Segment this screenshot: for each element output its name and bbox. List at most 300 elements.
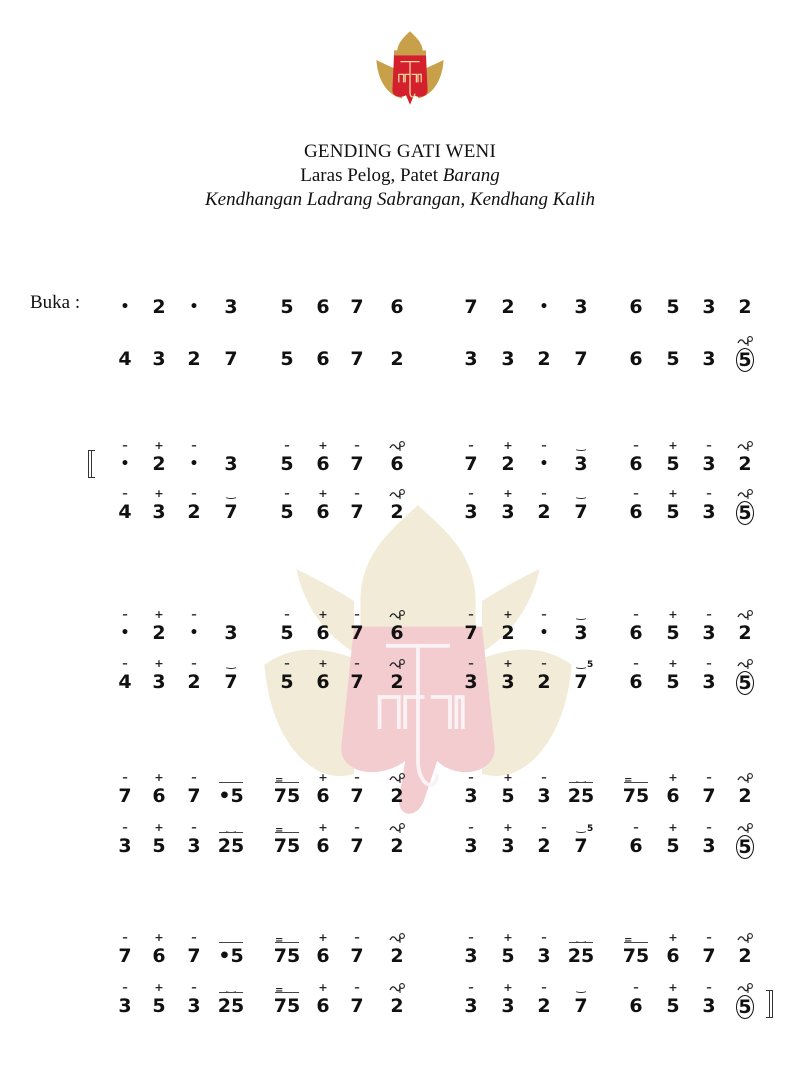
note-digit: 3 <box>702 453 716 475</box>
note-digit: 2 <box>390 995 404 1017</box>
note-mark: – <box>541 821 547 834</box>
note-mark <box>139 335 179 349</box>
note-mark: – <box>706 439 712 452</box>
note-cell <box>488 982 528 1018</box>
note-mark: ‿ <box>576 608 586 621</box>
note-digit: 3 <box>464 501 478 523</box>
note-digit: • <box>539 456 549 472</box>
note-digit: 7 <box>702 785 716 807</box>
note-cell <box>488 609 528 645</box>
note-digit: 3 <box>702 296 716 318</box>
gong-mark-icon <box>736 609 754 621</box>
note-digit: 2 <box>390 348 404 370</box>
note-digit: 5 <box>280 348 294 370</box>
notation-line <box>0 932 800 968</box>
note-mark: – <box>633 981 639 994</box>
note-cell <box>337 488 377 524</box>
note-digit: 3 <box>464 945 478 967</box>
gong-mark-icon <box>388 822 406 834</box>
note-cell <box>616 440 656 476</box>
note-mark: + <box>318 821 328 834</box>
kendhangan-subtitle: Kendhangan Ladrang Sabrangan, Kendhang Kalih <box>204 189 596 210</box>
note-mark <box>451 283 491 297</box>
note-mark <box>377 658 417 672</box>
note-mark: – <box>706 608 712 621</box>
note-mark <box>725 488 765 502</box>
note-digit: 2 <box>390 945 404 967</box>
note-cell <box>488 488 528 524</box>
note-digit: 5 <box>152 835 166 857</box>
gong-note: 5 <box>725 835 765 859</box>
note-mark: – <box>706 931 712 944</box>
note-digit: 7 <box>464 622 478 644</box>
note-cell <box>267 609 307 645</box>
note-digit: 7 <box>224 348 238 370</box>
note-mark: + <box>318 981 328 994</box>
note-cell <box>377 982 417 1018</box>
note-digit: 5 <box>666 671 680 693</box>
note-digit: 6 <box>152 945 166 967</box>
note-mark: – <box>354 608 360 621</box>
note-cell <box>139 283 179 319</box>
note-cell <box>174 283 214 319</box>
note-mark: – <box>468 487 474 500</box>
note-mark: = <box>616 772 656 786</box>
emblem-icon <box>368 28 452 108</box>
note-mark: – <box>354 487 360 500</box>
note-mark: – <box>468 821 474 834</box>
note-digit: 5 <box>280 501 294 523</box>
note-cell <box>174 609 214 645</box>
note-cell <box>174 440 214 476</box>
keraton-emblem-logo <box>368 28 452 108</box>
note-cell <box>653 440 693 476</box>
note-mark: – <box>541 487 547 500</box>
note-cell <box>524 283 564 319</box>
note-cell <box>451 932 491 968</box>
note-mark: – <box>541 657 547 670</box>
note-cell <box>524 488 564 524</box>
note-cell <box>616 335 656 371</box>
note-cell <box>689 982 729 1018</box>
note-mark <box>377 822 417 836</box>
note-cell <box>653 932 693 968</box>
note-digit: 6 <box>316 622 330 644</box>
note-mark <box>524 283 564 297</box>
note-digit: 3 <box>537 945 551 967</box>
note-digit: 7 <box>224 671 238 693</box>
note-cell <box>451 440 491 476</box>
note-digit: 6 <box>629 453 643 475</box>
note-digit: 6 <box>629 501 643 523</box>
note-digit: • <box>120 299 130 315</box>
note-mark: – <box>468 931 474 944</box>
note-cell <box>139 488 179 524</box>
note-cell <box>689 440 729 476</box>
note-digit: 6 <box>316 785 330 807</box>
note-digit: 2 <box>738 785 752 807</box>
note-mark: + <box>154 981 164 994</box>
note-mark: – <box>284 487 290 500</box>
note-cell <box>211 932 251 968</box>
note-mark: + <box>668 821 678 834</box>
note-mark: – <box>541 608 547 621</box>
note-mark: = <box>616 932 656 946</box>
note-cell <box>337 822 377 858</box>
note-digit: 7 <box>350 296 364 318</box>
note-cell <box>211 822 251 858</box>
note-mark <box>377 283 417 297</box>
note-digit: 5 <box>501 785 515 807</box>
note-mark <box>689 283 729 297</box>
note-cell <box>725 772 765 808</box>
note-mark: – <box>122 931 128 944</box>
note-digit: 25 <box>567 785 595 807</box>
note-mark: + <box>154 931 164 944</box>
note-digit: 7 <box>464 453 478 475</box>
note-cell <box>488 283 528 319</box>
note-mark <box>337 335 377 349</box>
note-mark: – <box>122 487 128 500</box>
note-mark <box>653 283 693 297</box>
note-cell <box>524 822 564 858</box>
note-mark: – <box>354 771 360 784</box>
note-cell <box>725 335 765 371</box>
note-cell <box>139 658 179 694</box>
note-mark: – <box>468 608 474 621</box>
note-digit: 6 <box>666 945 680 967</box>
note-mark: + <box>668 657 678 670</box>
note-digit: 7 <box>574 501 588 523</box>
gong-mark-icon <box>388 772 406 784</box>
note-mark <box>377 982 417 996</box>
note-cell <box>725 932 765 968</box>
note-mark: + <box>318 487 328 500</box>
note-digit: 2 <box>187 348 201 370</box>
note-mark: ‿ <box>576 487 586 500</box>
note-cell <box>616 658 656 694</box>
note-cell <box>377 822 417 858</box>
note-digit: 3 <box>574 622 588 644</box>
note-mark <box>211 335 251 349</box>
note-cell <box>689 488 729 524</box>
note-mark: ‿ <box>576 439 586 452</box>
note-digit: 6 <box>629 622 643 644</box>
note-cell <box>524 982 564 1018</box>
note-mark <box>725 283 765 297</box>
note-mark <box>211 772 251 786</box>
note-cell <box>174 932 214 968</box>
note-mark: = <box>267 982 307 996</box>
note-cell <box>451 982 491 1018</box>
note-cell <box>561 932 601 968</box>
note-digit: 7 <box>350 622 364 644</box>
note-digit: 2 <box>537 995 551 1017</box>
note-mark: + <box>154 439 164 452</box>
note-digit: • <box>120 456 130 472</box>
gong-mark-icon <box>388 609 406 621</box>
note-superscript: 5 <box>587 824 594 834</box>
note-mark <box>377 772 417 786</box>
note-digit: 6 <box>316 671 330 693</box>
note-digit: 7 <box>350 671 364 693</box>
note-cell <box>524 335 564 371</box>
note-cell <box>653 772 693 808</box>
note-digit: 3 <box>152 671 166 693</box>
note-mark: – <box>633 487 639 500</box>
note-digit: 3 <box>224 622 238 644</box>
note-mark <box>725 822 765 836</box>
note-digit: • <box>120 625 130 641</box>
note-mark: + <box>668 608 678 621</box>
note-digit: • <box>189 625 199 641</box>
note-mark: + <box>668 981 678 994</box>
note-digit: 7 <box>187 785 201 807</box>
note-cell <box>689 609 729 645</box>
note-mark: ‿ <box>211 982 251 996</box>
note-digit: 3 <box>574 453 588 475</box>
note-mark <box>561 335 601 349</box>
notation-line <box>0 488 800 524</box>
note-cell <box>139 335 179 371</box>
note-cell <box>524 772 564 808</box>
note-mark: – <box>706 771 712 784</box>
note-digit: 3 <box>702 348 716 370</box>
note-mark: – <box>191 487 197 500</box>
note-digit: 75 <box>273 835 301 857</box>
note-mark: – <box>633 439 639 452</box>
note-cell <box>211 658 251 694</box>
note-mark: + <box>503 439 513 452</box>
note-cell <box>377 609 417 645</box>
note-mark <box>377 609 417 623</box>
note-mark: – <box>706 487 712 500</box>
notation-line <box>0 283 800 319</box>
buka-label: Buka : <box>30 292 81 313</box>
note-mark: + <box>318 771 328 784</box>
note-digit: 7 <box>464 296 478 318</box>
note-mark: – <box>706 821 712 834</box>
note-mark: + <box>503 608 513 621</box>
note-digit: 2 <box>390 671 404 693</box>
note-mark: + <box>154 657 164 670</box>
note-cell <box>725 488 765 524</box>
note-digit: 2 <box>501 622 515 644</box>
note-digit: •5 <box>218 945 244 967</box>
note-mark <box>211 932 251 946</box>
note-cell <box>174 335 214 371</box>
note-digit: 2 <box>537 835 551 857</box>
note-mark <box>174 335 214 349</box>
gong-mark-icon <box>388 440 406 452</box>
note-mark: + <box>668 931 678 944</box>
note-digit: 2 <box>537 501 551 523</box>
note-cell <box>616 772 656 808</box>
note-cell <box>139 932 179 968</box>
gong-note: 5 <box>725 671 765 695</box>
note-digit: 3 <box>501 995 515 1017</box>
note-cell <box>653 822 693 858</box>
note-cell <box>174 658 214 694</box>
note-cell <box>689 283 729 319</box>
gong-mark-icon <box>388 658 406 670</box>
note-mark: – <box>354 657 360 670</box>
note-mark: – <box>468 771 474 784</box>
gong-note: 5 <box>725 995 765 1019</box>
note-cell <box>337 335 377 371</box>
note-cell <box>139 982 179 1018</box>
note-cell <box>488 772 528 808</box>
note-digit: 3 <box>464 785 478 807</box>
note-mark: ‿ <box>576 821 586 834</box>
note-cell <box>561 440 601 476</box>
note-cell <box>488 822 528 858</box>
note-cell <box>337 772 377 808</box>
note-digit: 7 <box>224 501 238 523</box>
note-digit: 5 <box>666 453 680 475</box>
note-mark: – <box>706 981 712 994</box>
note-cell <box>616 822 656 858</box>
note-mark <box>267 283 307 297</box>
note-mark <box>689 335 729 349</box>
song-header <box>0 140 800 212</box>
note-cell <box>139 772 179 808</box>
note-mark: – <box>122 657 128 670</box>
note-digit: 2 <box>152 622 166 644</box>
note-digit: 5 <box>666 501 680 523</box>
note-digit: 2 <box>152 453 166 475</box>
note-cell <box>488 335 528 371</box>
note-mark: + <box>154 821 164 834</box>
note-cell <box>211 609 251 645</box>
note-mark: + <box>668 439 678 452</box>
note-cell <box>267 982 307 1018</box>
note-digit: 6 <box>316 348 330 370</box>
note-digit: 6 <box>152 785 166 807</box>
note-digit: 3 <box>118 835 132 857</box>
note-digit: 3 <box>537 785 551 807</box>
note-digit: 7 <box>187 945 201 967</box>
note-mark: – <box>284 657 290 670</box>
note-digit: 7 <box>574 995 588 1017</box>
note-cell <box>653 283 693 319</box>
note-cell <box>267 658 307 694</box>
note-digit: 3 <box>118 995 132 1017</box>
note-digit: 2 <box>537 348 551 370</box>
note-digit: 6 <box>629 995 643 1017</box>
note-mark: – <box>122 608 128 621</box>
note-mark <box>561 283 601 297</box>
note-digit: 2 <box>738 945 752 967</box>
note-digit: 25 <box>217 995 245 1017</box>
gong-mark-icon <box>736 772 754 784</box>
note-digit: 3 <box>464 671 478 693</box>
note-digit: 3 <box>464 995 478 1017</box>
note-digit: 4 <box>118 671 132 693</box>
note-mark <box>211 283 251 297</box>
note-cell <box>653 488 693 524</box>
note-cell <box>725 658 765 694</box>
note-digit: 7 <box>350 501 364 523</box>
note-cell <box>139 440 179 476</box>
note-cell <box>267 932 307 968</box>
note-digit: 7 <box>574 835 588 857</box>
note-digit: 75 <box>622 945 650 967</box>
note-digit: 4 <box>118 501 132 523</box>
note-digit: 3 <box>702 622 716 644</box>
note-mark: – <box>191 657 197 670</box>
note-mark: – <box>468 439 474 452</box>
note-digit: 6 <box>629 671 643 693</box>
note-digit: 7 <box>574 671 588 693</box>
note-digit: 5 <box>666 995 680 1017</box>
note-digit: 3 <box>501 671 515 693</box>
note-superscript: 5 <box>587 660 594 670</box>
note-digit: 2 <box>501 296 515 318</box>
note-cell <box>451 658 491 694</box>
note-mark: – <box>122 439 128 452</box>
note-mark <box>653 335 693 349</box>
note-mark: + <box>154 487 164 500</box>
note-digit: 2 <box>390 785 404 807</box>
note-digit: 5 <box>666 348 680 370</box>
note-digit: 2 <box>390 501 404 523</box>
note-mark <box>725 658 765 672</box>
note-digit: 2 <box>738 453 752 475</box>
note-mark <box>488 283 528 297</box>
notation-line <box>0 982 800 1018</box>
note-mark <box>174 283 214 297</box>
note-mark: – <box>468 657 474 670</box>
note-digit: 6 <box>316 835 330 857</box>
note-digit: 7 <box>350 945 364 967</box>
note-cell <box>725 283 765 319</box>
note-cell <box>267 822 307 858</box>
note-cell <box>616 283 656 319</box>
note-mark: – <box>354 931 360 944</box>
note-digit: 6 <box>629 835 643 857</box>
note-cell <box>211 772 251 808</box>
note-mark: – <box>191 981 197 994</box>
note-digit: 75 <box>273 995 301 1017</box>
note-digit: 2 <box>390 835 404 857</box>
note-cell <box>689 658 729 694</box>
notation-line <box>0 335 800 371</box>
note-cell <box>524 440 564 476</box>
gong-mark-icon <box>736 932 754 944</box>
note-digit: 7 <box>350 785 364 807</box>
note-mark <box>337 283 377 297</box>
note-digit: 75 <box>273 945 301 967</box>
note-mark <box>451 335 491 349</box>
note-cell <box>377 772 417 808</box>
note-mark: + <box>154 771 164 784</box>
note-digit: 5 <box>152 995 166 1017</box>
note-digit: 3 <box>501 835 515 857</box>
note-cell <box>139 609 179 645</box>
note-digit: 3 <box>464 348 478 370</box>
note-digit: 2 <box>152 296 166 318</box>
note-mark <box>725 609 765 623</box>
gong-mark-icon <box>736 440 754 452</box>
note-mark: + <box>503 657 513 670</box>
note-mark: – <box>284 608 290 621</box>
patet-name: Barang <box>442 165 500 186</box>
gong-mark-icon <box>736 658 754 670</box>
note-digit: 7 <box>350 835 364 857</box>
note-mark: – <box>122 821 128 834</box>
note-mark: – <box>633 657 639 670</box>
